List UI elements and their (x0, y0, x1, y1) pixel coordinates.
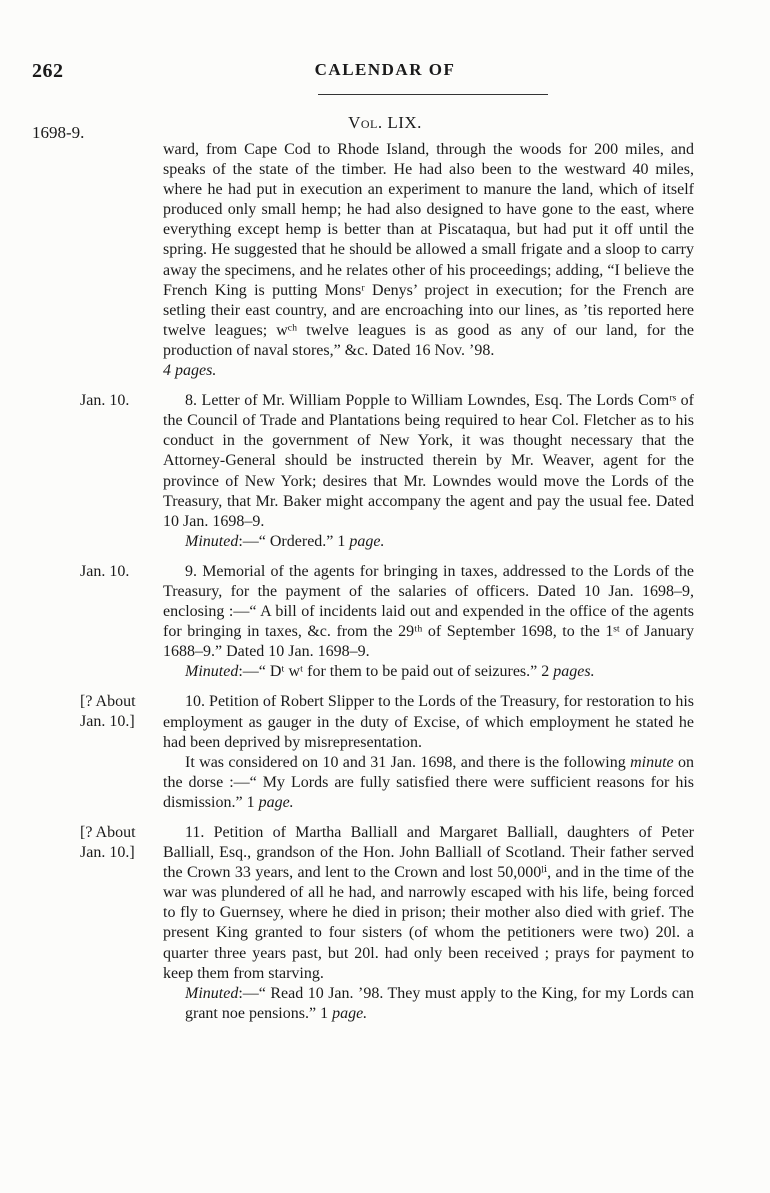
entry-date: [? About Jan. 10.] (80, 824, 136, 861)
minute-pages: page. (332, 1004, 368, 1022)
volume-heading (0, 113, 770, 133)
page-header (0, 54, 770, 94)
entry-9 (0, 562, 770, 683)
minute-label: Minuted (185, 663, 239, 681)
entry-paragraph: 11. Petition of Martha Balliall and Margaret Balliall, daughters of Peter Balliall, Esq., grandson of the Hon. John Balliall of Scotland. Their father served the Crown 33 years, and lent to the Crown and lost 50,000ˡⁱ, and in the time of the war was plundered of all he had, and narrowly escaped with his life, being forced to fly to Guernsey, where he died in prison; their mother also died with grief. The present King granted to four sisters (of whom the petitioners were two) 20l. a quarter three years past, but 20l. had only been received ; prays for payment to keep them from starving. (163, 824, 694, 982)
entry-11 (0, 823, 770, 1024)
entry-pages: 4 pages. (163, 362, 217, 380)
volume-number: LIX. (387, 113, 422, 132)
entry-minute (163, 984, 694, 1024)
para-text-before: It was considered on 10 and 31 Jan. 1698, and there is the following (185, 753, 626, 771)
para-italic: minute (630, 753, 674, 771)
entry-date: [? About Jan. 10.] (80, 693, 136, 731)
para-pages: page. (258, 793, 294, 811)
minute-pages: page. (349, 532, 385, 550)
minute-label: Minuted (185, 984, 239, 1002)
entry-paragraph: 8. Letter of Mr. William Popple to William Lowndes, Esq. The Lords Comʳˢ of the Council of Trade and Plantations being required to hear Col. Fletcher as to his conduct in the government of New York, it was thought necessary that the Attorney-General should be instructed therein by Mr. Weaver, agent for the province of New York; desires that Mr. Lowndes would move the Lords of the Treasury, that Mr. Baker might accompany the agent and pay the usual fee. Dated 10 Jan. 1698–9. (163, 392, 694, 530)
volume-prefix: Vol. (348, 113, 383, 132)
minute-pages: pages. (553, 663, 595, 681)
minute-label: Minuted (185, 532, 239, 550)
entry-paragraph-2 (163, 753, 694, 813)
entry-paragraph: ward, from Cape Cod to Rhode Island, through the woods for 200 miles, and speaks of the state of the timber. He had also been to the westward 40 miles, where he had put in execution an experiment to manure the land, which of itself produced only small hemp; he had also designed to have gone to the east, where everything except hemp is better than at Piscataqua, but had put it off until the spring. He suggested that he should be allowed a small frigate and a sloop to carry away the specimens, and he relates other of his proceedings; adding, “I believe the French King is putting Monsʳ Denys’ project in execution; for the French are setling their east country, and are encroaching into our lines, as ’tis reported here twelve leagues; wᶜʰ twelve leagues is as good as any of our land, for the production of naval stores,” &c. Dated 16 Nov. ’98. (163, 141, 694, 359)
entry-date: Jan. 10. (80, 392, 130, 410)
entry-paragraph: 9. Memorial of the agents for bringing in taxes, addressed to the Lords of the Treasury, for the payment of the salaries of officers. Dated 10 Jan. 1698–9, enclosing :—“ A bill of incidents laid out and expended in the office of the agents for bringing in taxes, &c. from the 29ᵗʰ of September 1698, to the 1ˢᵗ of January 1688–9.” Dated 10 Jan. 1698–9. (163, 562, 694, 661)
entry-continuation (0, 140, 770, 381)
entry-date: Jan. 10. (80, 562, 130, 580)
minute-text: :—“ Read 10 Jan. ’98. They must apply to the King, for my Lords can grant noe pensions.” 1 (185, 984, 694, 1022)
entry-minute (163, 662, 694, 682)
minute-text: :—“ Dᵗ wᵗ for them to be paid out of seizures.” 2 (238, 663, 550, 681)
entry-minute (163, 532, 694, 552)
entry-paragraph: 10. Petition of Robert Slipper to the Lords of the Treasury, for restoration to his employment as gauger in the duty of Excise, of which employment he stated he had been deprived by misrepresentation. (163, 693, 694, 751)
header-rule (318, 94, 548, 95)
minute-text: :—“ Ordered.” 1 (238, 532, 346, 550)
running-title: CALENDAR OF (314, 60, 456, 79)
entries (0, 140, 770, 1034)
margin-year: 1698-9. (32, 123, 85, 142)
entry-10 (0, 692, 770, 813)
page-number: 262 (32, 60, 64, 82)
entry-8 (0, 391, 770, 552)
para-text-after: on the dorse :—“ My Lords are fully satisfied there were sufficient reasons for his dismission.” 1 (163, 753, 695, 811)
